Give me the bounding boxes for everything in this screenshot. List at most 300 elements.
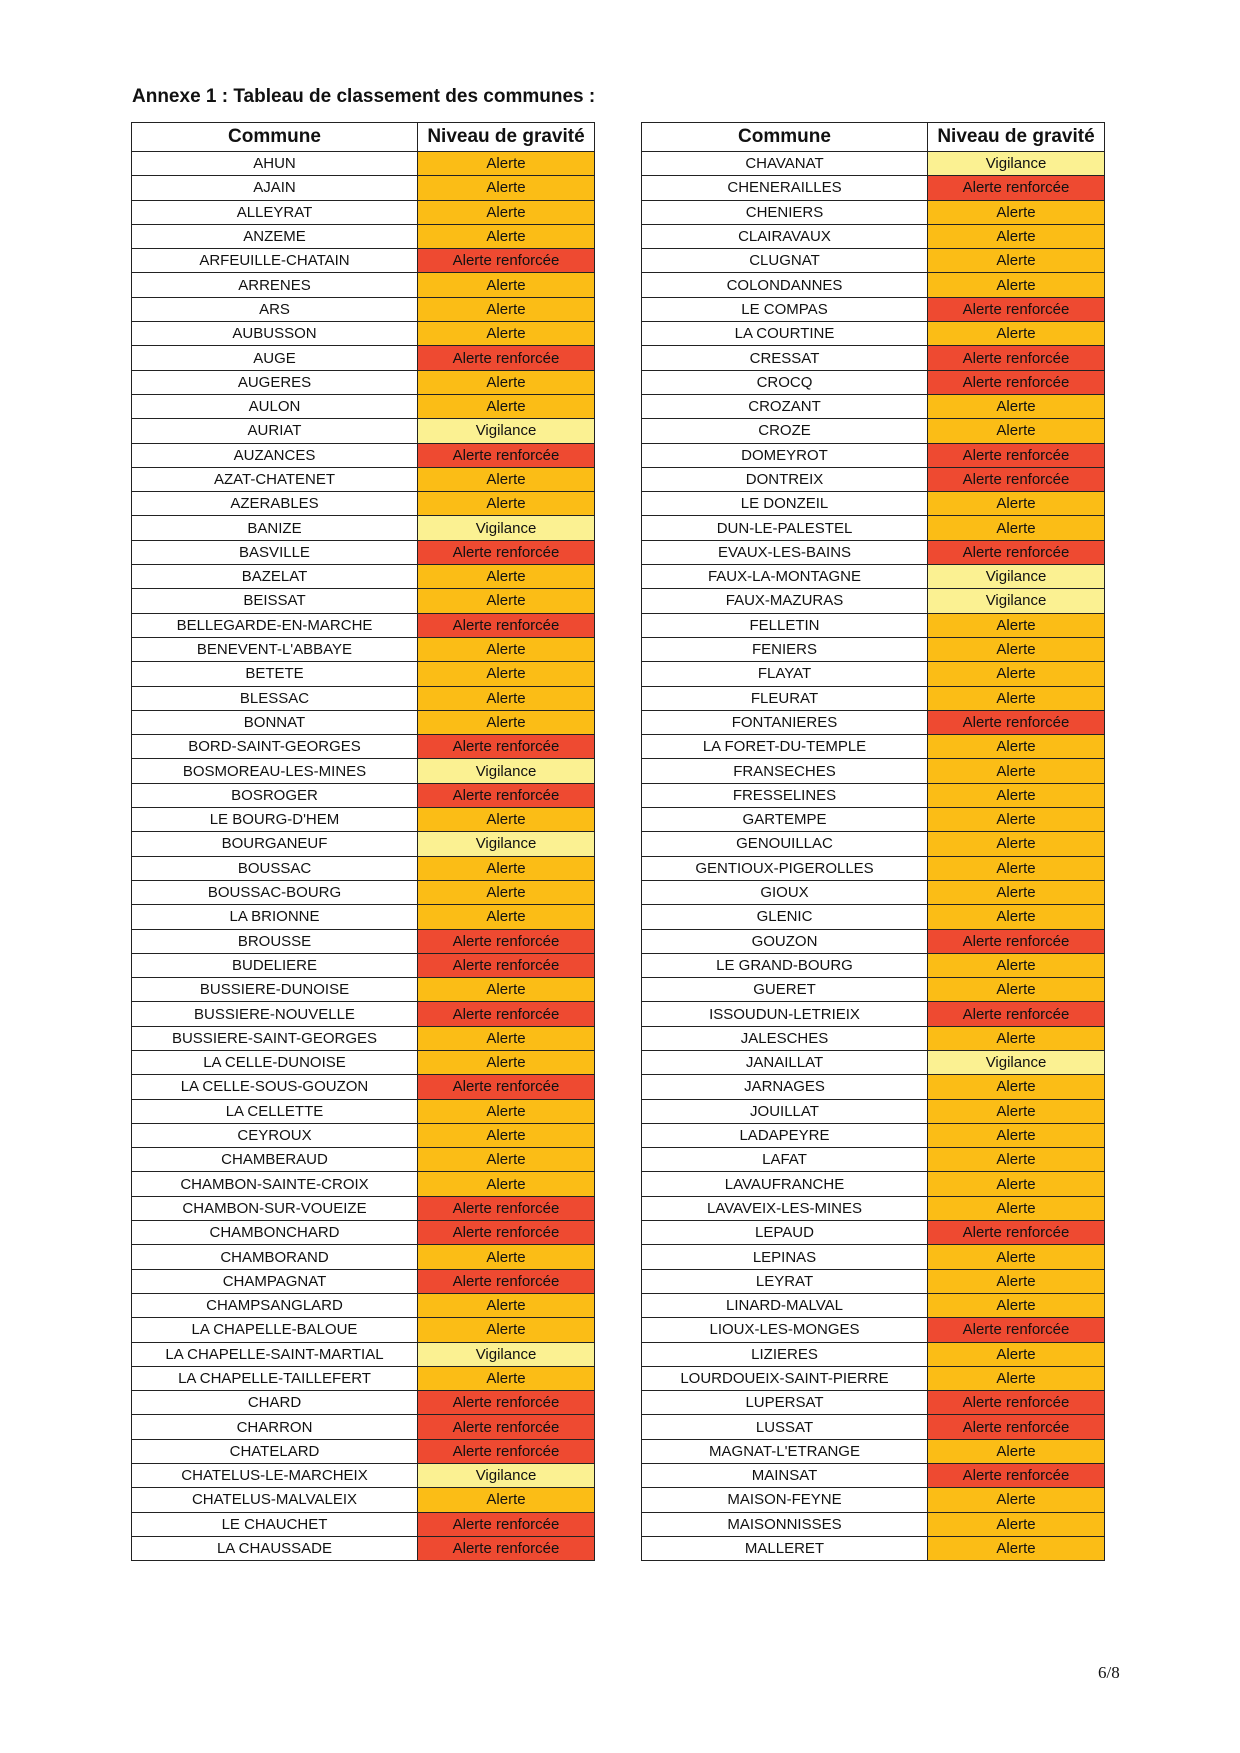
commune-name: CHATELUS-MALVALEIX	[132, 1488, 418, 1512]
commune-name: GENTIOUX-PIGEROLLES	[642, 856, 928, 880]
severity-level: Alerte	[928, 1099, 1105, 1123]
severity-level: Vigilance	[418, 759, 595, 783]
commune-name: DUN-LE-PALESTEL	[642, 516, 928, 540]
table-row	[642, 1439, 1105, 1463]
commune-name: BOSMOREAU-LES-MINES	[132, 759, 418, 783]
table-row	[642, 1318, 1105, 1342]
table-row	[642, 589, 1105, 613]
severity-level: Alerte	[418, 394, 595, 418]
table-header-row	[132, 123, 595, 152]
table-row	[642, 152, 1105, 176]
severity-level: Alerte renforcée	[418, 249, 595, 273]
severity-level: Alerte	[928, 322, 1105, 346]
table-row	[132, 394, 595, 418]
commune-name: LUPERSAT	[642, 1391, 928, 1415]
table-row	[132, 419, 595, 443]
table-row	[132, 808, 595, 832]
severity-level: Alerte renforcée	[418, 540, 595, 564]
severity-level: Alerte renforcée	[928, 443, 1105, 467]
table-row	[642, 686, 1105, 710]
severity-level: Alerte	[928, 1172, 1105, 1196]
severity-level: Alerte renforcée	[928, 1221, 1105, 1245]
severity-level: Alerte	[418, 1366, 595, 1390]
commune-name: CHAMBERAUD	[132, 1148, 418, 1172]
table-row	[642, 1488, 1105, 1512]
commune-name: GUERET	[642, 978, 928, 1002]
commune-name: AJAIN	[132, 176, 418, 200]
table-row	[132, 929, 595, 953]
commune-name: AULON	[132, 394, 418, 418]
severity-level: Alerte	[418, 905, 595, 929]
severity-level: Alerte	[418, 637, 595, 661]
header-level: Niveau de gravité	[928, 123, 1105, 152]
severity-level: Alerte	[418, 200, 595, 224]
table-row	[642, 297, 1105, 321]
severity-level: Alerte	[418, 176, 595, 200]
table-row	[642, 1512, 1105, 1536]
table-row	[642, 346, 1105, 370]
commune-name: BROUSSE	[132, 929, 418, 953]
commune-name: BANIZE	[132, 516, 418, 540]
table-row	[642, 540, 1105, 564]
commune-name: LA CHAPELLE-SAINT-MARTIAL	[132, 1342, 418, 1366]
commune-name: MAISONNISSES	[642, 1512, 928, 1536]
commune-name: BEISSAT	[132, 589, 418, 613]
commune-name: ARS	[132, 297, 418, 321]
table-row	[132, 783, 595, 807]
severity-level: Vigilance	[418, 516, 595, 540]
commune-name: MALLERET	[642, 1536, 928, 1560]
severity-level: Alerte renforcée	[418, 953, 595, 977]
table-row	[642, 1172, 1105, 1196]
commune-name: FRANSECHES	[642, 759, 928, 783]
table-row	[642, 880, 1105, 904]
commune-name: LA BRIONNE	[132, 905, 418, 929]
commune-name: CRESSAT	[642, 346, 928, 370]
table-row	[642, 1196, 1105, 1220]
table-row	[642, 565, 1105, 589]
table-row	[642, 832, 1105, 856]
commune-name: LA CELLE-DUNOISE	[132, 1050, 418, 1074]
severity-level: Alerte renforcée	[418, 1391, 595, 1415]
severity-level: Alerte renforcée	[928, 1391, 1105, 1415]
severity-level: Alerte renforcée	[418, 613, 595, 637]
commune-name: MAINSAT	[642, 1464, 928, 1488]
table-row	[642, 1342, 1105, 1366]
commune-name: BETETE	[132, 662, 418, 686]
commune-name: BLESSAC	[132, 686, 418, 710]
table-row	[642, 929, 1105, 953]
severity-level: Alerte renforcée	[418, 443, 595, 467]
commune-name: BOUSSAC-BOURG	[132, 880, 418, 904]
severity-level: Alerte	[418, 1172, 595, 1196]
table-row	[642, 322, 1105, 346]
table-row	[642, 1123, 1105, 1147]
commune-table-right	[641, 122, 1105, 1561]
severity-level: Alerte renforcée	[928, 467, 1105, 491]
commune-name: CHAMPSANGLARD	[132, 1293, 418, 1317]
severity-level: Alerte	[928, 1342, 1105, 1366]
severity-level: Alerte	[928, 1536, 1105, 1560]
severity-level: Alerte renforcée	[418, 1221, 595, 1245]
severity-level: Alerte	[418, 322, 595, 346]
severity-level: Alerte	[928, 394, 1105, 418]
severity-level: Vigilance	[928, 152, 1105, 176]
commune-name: AUBUSSON	[132, 322, 418, 346]
table-row	[132, 1050, 595, 1074]
table-row	[132, 953, 595, 977]
commune-name: CHAMBON-SAINTE-CROIX	[132, 1172, 418, 1196]
table-row	[132, 1318, 595, 1342]
commune-name: LOURDOUEIX-SAINT-PIERRE	[642, 1366, 928, 1390]
commune-name: LIOUX-LES-MONGES	[642, 1318, 928, 1342]
table-row	[642, 710, 1105, 734]
severity-level: Alerte	[928, 1293, 1105, 1317]
commune-name: LEPAUD	[642, 1221, 928, 1245]
commune-name: FELLETIN	[642, 613, 928, 637]
table-row	[132, 1148, 595, 1172]
table-row	[642, 1464, 1105, 1488]
table-row	[642, 200, 1105, 224]
commune-name: JARNAGES	[642, 1075, 928, 1099]
commune-name: GARTEMPE	[642, 808, 928, 832]
severity-level: Alerte renforcée	[418, 1536, 595, 1560]
table-row	[132, 759, 595, 783]
table-row	[642, 1415, 1105, 1439]
table-row	[132, 1439, 595, 1463]
severity-level: Alerte	[928, 808, 1105, 832]
severity-level: Alerte	[928, 273, 1105, 297]
commune-name: MAISON-FEYNE	[642, 1488, 928, 1512]
table-row	[642, 1002, 1105, 1026]
commune-name: CHATELUS-LE-MARCHEIX	[132, 1464, 418, 1488]
commune-name: BOURGANEUF	[132, 832, 418, 856]
severity-level: Alerte renforcée	[418, 1415, 595, 1439]
severity-level: Alerte renforcée	[928, 1415, 1105, 1439]
table-row	[132, 200, 595, 224]
table-row	[642, 224, 1105, 248]
table-row	[132, 1026, 595, 1050]
severity-level: Alerte renforcée	[418, 783, 595, 807]
table-row	[132, 176, 595, 200]
severity-level: Alerte	[418, 1488, 595, 1512]
severity-level: Alerte	[928, 662, 1105, 686]
table-row	[642, 1026, 1105, 1050]
severity-level: Alerte	[928, 1512, 1105, 1536]
severity-level: Alerte	[928, 832, 1105, 856]
commune-name: LA CHAPELLE-BALOUE	[132, 1318, 418, 1342]
table-row	[132, 1415, 595, 1439]
commune-name: LAVAVEIX-LES-MINES	[642, 1196, 928, 1220]
commune-name: FONTANIERES	[642, 710, 928, 734]
severity-level: Alerte	[928, 637, 1105, 661]
commune-name: LEYRAT	[642, 1269, 928, 1293]
table-row	[132, 1293, 595, 1317]
severity-level: Alerte	[928, 492, 1105, 516]
commune-name: ARRENES	[132, 273, 418, 297]
table-row	[642, 1148, 1105, 1172]
severity-level: Alerte	[928, 1366, 1105, 1390]
severity-level: Alerte renforcée	[928, 929, 1105, 953]
table-row	[642, 1269, 1105, 1293]
table-row	[132, 613, 595, 637]
commune-name: LIZIERES	[642, 1342, 928, 1366]
commune-name: BUSSIERE-SAINT-GEORGES	[132, 1026, 418, 1050]
header-commune: Commune	[132, 123, 418, 152]
commune-name: AUGERES	[132, 370, 418, 394]
table-row	[132, 1172, 595, 1196]
commune-name: AUZANCES	[132, 443, 418, 467]
table-row	[642, 808, 1105, 832]
commune-name: CHARRON	[132, 1415, 418, 1439]
table-row	[132, 467, 595, 491]
severity-level: Alerte	[928, 613, 1105, 637]
severity-level: Alerte	[928, 1026, 1105, 1050]
severity-level: Alerte	[928, 249, 1105, 273]
commune-name: CHARD	[132, 1391, 418, 1415]
commune-name: FAUX-LA-MONTAGNE	[642, 565, 928, 589]
table-row	[132, 492, 595, 516]
commune-name: AHUN	[132, 152, 418, 176]
severity-level: Alerte renforcée	[418, 1269, 595, 1293]
table-row	[132, 1221, 595, 1245]
severity-level: Alerte	[418, 808, 595, 832]
commune-name: DONTREIX	[642, 467, 928, 491]
commune-name: COLONDANNES	[642, 273, 928, 297]
table-row	[132, 978, 595, 1002]
table-row	[642, 735, 1105, 759]
commune-name: LA COURTINE	[642, 322, 928, 346]
severity-level: Alerte	[418, 589, 595, 613]
commune-name: GENOUILLAC	[642, 832, 928, 856]
commune-name: CHENIERS	[642, 200, 928, 224]
severity-level: Alerte	[418, 1099, 595, 1123]
commune-name: BAZELAT	[132, 565, 418, 589]
commune-name: GIOUX	[642, 880, 928, 904]
commune-table-left	[131, 122, 595, 1561]
severity-level: Alerte renforcée	[928, 1002, 1105, 1026]
severity-level: Alerte	[418, 880, 595, 904]
commune-name: FLAYAT	[642, 662, 928, 686]
severity-level: Alerte	[418, 273, 595, 297]
table-row	[642, 249, 1105, 273]
commune-name: CHAMBON-SUR-VOUEIZE	[132, 1196, 418, 1220]
commune-name: CHAMPAGNAT	[132, 1269, 418, 1293]
severity-level: Vigilance	[928, 565, 1105, 589]
commune-name: JALESCHES	[642, 1026, 928, 1050]
commune-name: CROZE	[642, 419, 928, 443]
table-row	[132, 1366, 595, 1390]
commune-name: BENEVENT-L'ABBAYE	[132, 637, 418, 661]
commune-name: BASVILLE	[132, 540, 418, 564]
table-row	[642, 273, 1105, 297]
commune-name: CLAIRAVAUX	[642, 224, 928, 248]
table-row	[642, 516, 1105, 540]
commune-name: BUDELIERE	[132, 953, 418, 977]
severity-level: Alerte renforcée	[928, 1318, 1105, 1342]
table-row	[132, 443, 595, 467]
page-title: Annexe 1 : Tableau de classement des communes :	[132, 86, 596, 107]
table-row	[132, 370, 595, 394]
table-row	[642, 176, 1105, 200]
table-row	[132, 346, 595, 370]
severity-level: Alerte renforcée	[418, 1196, 595, 1220]
severity-level: Alerte	[418, 492, 595, 516]
severity-level: Vigilance	[418, 832, 595, 856]
table-row	[642, 953, 1105, 977]
commune-name: MAGNAT-L'ETRANGE	[642, 1439, 928, 1463]
table-row	[642, 978, 1105, 1002]
table-row	[132, 565, 595, 589]
severity-level: Alerte	[928, 905, 1105, 929]
table-row	[132, 832, 595, 856]
severity-level: Alerte	[928, 1488, 1105, 1512]
table-row	[642, 419, 1105, 443]
severity-level: Alerte	[418, 1318, 595, 1342]
commune-name: BOUSSAC	[132, 856, 418, 880]
severity-level: Alerte renforcée	[418, 1512, 595, 1536]
commune-name: JOUILLAT	[642, 1099, 928, 1123]
severity-level: Alerte	[418, 565, 595, 589]
table-row	[642, 1221, 1105, 1245]
table-row	[132, 516, 595, 540]
table-row	[132, 880, 595, 904]
commune-name: ISSOUDUN-LETRIEIX	[642, 1002, 928, 1026]
table-row	[132, 297, 595, 321]
table-row	[132, 1464, 595, 1488]
severity-level: Alerte renforcée	[418, 1439, 595, 1463]
table-row	[132, 1536, 595, 1560]
commune-name: LE CHAUCHET	[132, 1512, 418, 1536]
commune-name: AUGE	[132, 346, 418, 370]
commune-name: LE GRAND-BOURG	[642, 953, 928, 977]
severity-level: Alerte	[928, 880, 1105, 904]
table-row	[132, 1196, 595, 1220]
commune-name: FRESSELINES	[642, 783, 928, 807]
commune-name: LADAPEYRE	[642, 1123, 928, 1147]
table-row	[642, 1245, 1105, 1269]
commune-name: AZERABLES	[132, 492, 418, 516]
commune-name: ARFEUILLE-CHATAIN	[132, 249, 418, 273]
severity-level: Alerte	[928, 978, 1105, 1002]
commune-name: GOUZON	[642, 929, 928, 953]
severity-level: Alerte	[928, 1196, 1105, 1220]
commune-name: AZAT-CHATENET	[132, 467, 418, 491]
commune-name: GLENIC	[642, 905, 928, 929]
severity-level: Alerte	[928, 224, 1105, 248]
table-header-row	[642, 123, 1105, 152]
commune-name: AURIAT	[132, 419, 418, 443]
severity-level: Alerte	[928, 1148, 1105, 1172]
commune-name: ALLEYRAT	[132, 200, 418, 224]
table-row	[132, 1512, 595, 1536]
table-row	[132, 322, 595, 346]
severity-level: Alerte	[928, 759, 1105, 783]
severity-level: Alerte renforcée	[928, 540, 1105, 564]
commune-name: LA CELLETTE	[132, 1099, 418, 1123]
commune-name: CROCQ	[642, 370, 928, 394]
severity-level: Alerte	[418, 1148, 595, 1172]
table-row	[132, 1488, 595, 1512]
commune-name: CHAVANAT	[642, 152, 928, 176]
commune-name: BELLEGARDE-EN-MARCHE	[132, 613, 418, 637]
commune-name: LEPINAS	[642, 1245, 928, 1269]
table-row	[642, 1293, 1105, 1317]
severity-level: Alerte	[418, 370, 595, 394]
commune-name: EVAUX-LES-BAINS	[642, 540, 928, 564]
severity-level: Alerte	[928, 1075, 1105, 1099]
severity-level: Alerte renforcée	[928, 297, 1105, 321]
commune-name: BOSROGER	[132, 783, 418, 807]
severity-level: Alerte	[418, 1245, 595, 1269]
commune-name: BORD-SAINT-GEORGES	[132, 735, 418, 759]
table-row	[642, 1391, 1105, 1415]
severity-level: Alerte	[418, 224, 595, 248]
commune-name: CHAMBORAND	[132, 1245, 418, 1269]
commune-name: LE DONZEIL	[642, 492, 928, 516]
severity-level: Alerte renforcée	[928, 1464, 1105, 1488]
table-row	[642, 1075, 1105, 1099]
table-row	[132, 710, 595, 734]
header-level: Niveau de gravité	[418, 123, 595, 152]
commune-name: LA CELLE-SOUS-GOUZON	[132, 1075, 418, 1099]
commune-name: JANAILLAT	[642, 1050, 928, 1074]
table-row	[642, 492, 1105, 516]
severity-level: Vigilance	[418, 1464, 595, 1488]
commune-name: CHATELARD	[132, 1439, 418, 1463]
table-row	[642, 759, 1105, 783]
severity-level: Alerte	[928, 1245, 1105, 1269]
table-row	[132, 905, 595, 929]
severity-level: Alerte renforcée	[418, 1075, 595, 1099]
commune-name: ANZEME	[132, 224, 418, 248]
severity-level: Alerte renforcée	[418, 346, 595, 370]
severity-level: Alerte renforcée	[928, 176, 1105, 200]
severity-level: Alerte	[418, 662, 595, 686]
severity-level: Alerte	[928, 516, 1105, 540]
table-row	[642, 1050, 1105, 1074]
table-row	[132, 224, 595, 248]
severity-level: Alerte	[928, 1439, 1105, 1463]
severity-level: Alerte	[418, 856, 595, 880]
commune-name: CHENERAILLES	[642, 176, 928, 200]
page-number: 6/8	[1098, 1663, 1120, 1682]
table-row	[642, 662, 1105, 686]
commune-name: CROZANT	[642, 394, 928, 418]
commune-name: LAFAT	[642, 1148, 928, 1172]
commune-name: FAUX-MAZURAS	[642, 589, 928, 613]
severity-level: Vigilance	[928, 1050, 1105, 1074]
commune-name: BUSSIERE-DUNOISE	[132, 978, 418, 1002]
commune-name: CHAMBONCHARD	[132, 1221, 418, 1245]
table-row	[642, 637, 1105, 661]
severity-level: Alerte renforcée	[418, 929, 595, 953]
table-row	[132, 637, 595, 661]
commune-name: LA CHAPELLE-TAILLEFERT	[132, 1366, 418, 1390]
severity-level: Alerte	[928, 735, 1105, 759]
table-row	[642, 1099, 1105, 1123]
severity-level: Alerte	[928, 1269, 1105, 1293]
severity-level: Vigilance	[928, 589, 1105, 613]
severity-level: Alerte	[418, 1293, 595, 1317]
table-row	[132, 1123, 595, 1147]
severity-level: Alerte	[418, 1123, 595, 1147]
commune-name: LINARD-MALVAL	[642, 1293, 928, 1317]
commune-name: LE COMPAS	[642, 297, 928, 321]
table-row	[132, 273, 595, 297]
commune-name: DOMEYROT	[642, 443, 928, 467]
commune-name: FENIERS	[642, 637, 928, 661]
